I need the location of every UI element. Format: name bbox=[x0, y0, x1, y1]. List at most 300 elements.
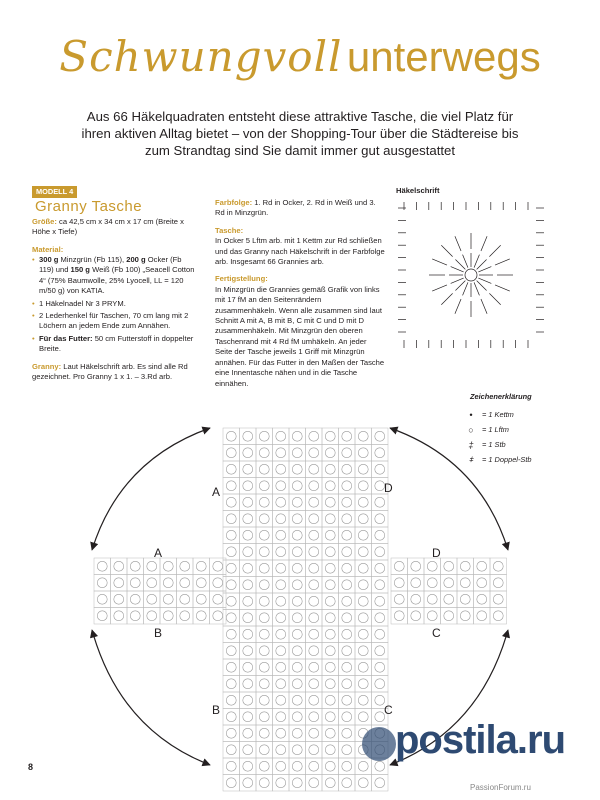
granny-square bbox=[339, 461, 356, 478]
granny-square bbox=[322, 478, 339, 495]
granny-square bbox=[355, 758, 372, 775]
granny-square bbox=[289, 445, 306, 462]
granny-square bbox=[372, 775, 389, 792]
granny-square bbox=[193, 558, 210, 575]
granny-square bbox=[372, 527, 389, 544]
label-c-side: C bbox=[432, 626, 441, 640]
material-section bbox=[32, 245, 198, 355]
granny-square bbox=[322, 428, 339, 445]
granny-square bbox=[289, 610, 306, 627]
granny-square bbox=[256, 709, 273, 726]
granny-square bbox=[256, 626, 273, 643]
granny-square bbox=[256, 428, 273, 445]
granny-square bbox=[256, 725, 273, 742]
granny-square bbox=[306, 725, 323, 742]
granny-square bbox=[223, 527, 240, 544]
granny-square bbox=[339, 511, 356, 528]
granny-square bbox=[490, 608, 507, 625]
granny-square bbox=[355, 511, 372, 528]
granny-square bbox=[372, 676, 389, 693]
granny-square bbox=[240, 643, 257, 660]
groesse-text: ca 42,5 cm x 34 cm x 17 cm (Breite x Höhe x Tiefe) bbox=[32, 216, 184, 237]
granny-square bbox=[111, 591, 128, 608]
watermark-brand: postila.ru bbox=[395, 718, 566, 762]
granny-square bbox=[273, 709, 290, 726]
granny-square bbox=[339, 626, 356, 643]
granny-square bbox=[240, 610, 257, 627]
granny-square bbox=[289, 659, 306, 676]
granny-square bbox=[391, 558, 408, 575]
granny-square bbox=[223, 692, 240, 709]
granny-square bbox=[273, 643, 290, 660]
granny-square bbox=[193, 608, 210, 625]
granny-square bbox=[289, 461, 306, 478]
granny-square bbox=[223, 725, 240, 742]
join-arrow-a bbox=[92, 428, 210, 550]
watermark-site: PassionForum.ru bbox=[470, 783, 531, 792]
granny-square bbox=[408, 591, 425, 608]
granny-square bbox=[339, 676, 356, 693]
granny-square bbox=[355, 428, 372, 445]
granny-square bbox=[372, 428, 389, 445]
granny-square bbox=[256, 527, 273, 544]
granny-square bbox=[289, 478, 306, 495]
granny-square bbox=[339, 775, 356, 792]
granny-square bbox=[306, 775, 323, 792]
granny-square bbox=[240, 725, 257, 742]
granny-square bbox=[127, 558, 144, 575]
granny-square bbox=[256, 643, 273, 660]
granny-square bbox=[273, 560, 290, 577]
granny-square bbox=[223, 593, 240, 610]
kettm-symbol-icon: • bbox=[469, 409, 473, 420]
granny-square bbox=[372, 445, 389, 462]
granny-square bbox=[223, 643, 240, 660]
granny-square bbox=[339, 610, 356, 627]
granny-square bbox=[210, 591, 227, 608]
granny-square bbox=[322, 725, 339, 742]
granny-square bbox=[273, 692, 290, 709]
granny-square bbox=[339, 725, 356, 742]
granny-square bbox=[160, 608, 177, 625]
granny-square bbox=[355, 494, 372, 511]
granny-square bbox=[474, 558, 491, 575]
granny-square bbox=[273, 478, 290, 495]
groesse-paragraph bbox=[32, 217, 198, 238]
granny-square bbox=[441, 575, 458, 592]
granny-square bbox=[223, 742, 240, 759]
granny-square bbox=[223, 478, 240, 495]
granny-square bbox=[256, 659, 273, 676]
granny-square bbox=[474, 575, 491, 592]
granny-square bbox=[306, 511, 323, 528]
material-item: • 2 Lederhenkel für Taschen, 70 cm lang mit 2 Löchern an jedem Ende zum Annähen. bbox=[32, 311, 198, 332]
granny-square bbox=[193, 575, 210, 592]
granny-square bbox=[424, 575, 441, 592]
granny-title: Granny Tasche bbox=[35, 198, 143, 216]
granny-square bbox=[457, 558, 474, 575]
granny-square bbox=[322, 577, 339, 594]
title-script: Schwungvoll bbox=[59, 32, 343, 81]
granny-square bbox=[355, 659, 372, 676]
granny-square bbox=[144, 608, 161, 625]
granny-square bbox=[240, 494, 257, 511]
granny-square bbox=[474, 591, 491, 608]
granny-square bbox=[177, 591, 194, 608]
granny-square bbox=[256, 445, 273, 462]
granny-square bbox=[339, 527, 356, 544]
granny-square bbox=[306, 478, 323, 495]
granny-square bbox=[306, 593, 323, 610]
granny-square bbox=[223, 709, 240, 726]
label-b-bottom: B bbox=[212, 703, 221, 717]
granny-square bbox=[322, 742, 339, 759]
legend-row: ‡ = 1 Stb bbox=[460, 437, 570, 452]
granny-square bbox=[94, 558, 111, 575]
granny-square bbox=[355, 610, 372, 627]
granny-square bbox=[339, 560, 356, 577]
granny-square bbox=[256, 610, 273, 627]
granny-square bbox=[372, 643, 389, 660]
granny-square bbox=[355, 593, 372, 610]
label-d-side: D bbox=[432, 546, 441, 560]
stb-symbol-icon: ‡ bbox=[468, 439, 474, 450]
granny-square bbox=[372, 461, 389, 478]
granny-square bbox=[127, 591, 144, 608]
granny-square bbox=[355, 577, 372, 594]
granny-square bbox=[256, 577, 273, 594]
granny-square bbox=[490, 558, 507, 575]
granny-square bbox=[355, 775, 372, 792]
granny-square bbox=[223, 758, 240, 775]
granny-square bbox=[322, 775, 339, 792]
granny-square bbox=[273, 461, 290, 478]
granny-square bbox=[408, 558, 425, 575]
granny-square bbox=[240, 478, 257, 495]
fertigstellung-section: Fertigstellung: In Minzgrün die Grannies gemäß Grafik von links mit 17 fM an den Seitenrändern zusammenhäkeln. Wenn alle zusammen sind laut Schnitt A mit A, B mit B, C mit C und D mit D zusammenhäkeln. Mit Minzgrün den oberen Taschenrand mit 4 Rd fM umhäkeln. An jeder Seite der Tasche jeweils 1 Griff mit Minzgrün annähen. Für das Futter in den Maßen der Tasche eine Innentasche nähen und in die Tasche einnähen. bbox=[215, 274, 385, 388]
granny-square bbox=[306, 742, 323, 759]
granny-square bbox=[457, 575, 474, 592]
granny-square bbox=[223, 610, 240, 627]
granny-square bbox=[111, 608, 128, 625]
granny-square bbox=[306, 692, 323, 709]
granny-square bbox=[372, 560, 389, 577]
granny-square bbox=[160, 575, 177, 592]
granny-square bbox=[424, 608, 441, 625]
granny-square bbox=[177, 608, 194, 625]
doppel-stb-symbol-icon: ⧧ bbox=[468, 454, 474, 464]
granny-square bbox=[273, 544, 290, 561]
granny-square bbox=[322, 659, 339, 676]
center-ring bbox=[465, 269, 477, 281]
granny-square bbox=[223, 560, 240, 577]
page-title bbox=[0, 32, 600, 81]
granny-square bbox=[273, 659, 290, 676]
granny-square bbox=[273, 626, 290, 643]
granny-square bbox=[94, 575, 111, 592]
granny-square bbox=[273, 445, 290, 462]
granny-square bbox=[490, 575, 507, 592]
granny-square bbox=[474, 608, 491, 625]
granny-square bbox=[306, 560, 323, 577]
granny-square bbox=[322, 676, 339, 693]
granny-square bbox=[273, 725, 290, 742]
granny-square bbox=[372, 577, 389, 594]
granny-square bbox=[289, 494, 306, 511]
granny-square bbox=[273, 511, 290, 528]
granny-square bbox=[339, 758, 356, 775]
granny-square bbox=[177, 558, 194, 575]
granny-crochet-diagram bbox=[396, 200, 546, 350]
legend-row: • = 1 Kettm bbox=[460, 407, 570, 422]
granny-square bbox=[273, 610, 290, 627]
granny-square bbox=[240, 709, 257, 726]
granny-square bbox=[355, 445, 372, 462]
granny-square bbox=[273, 676, 290, 693]
granny-square bbox=[223, 577, 240, 594]
granny-square bbox=[322, 758, 339, 775]
granny-square bbox=[408, 575, 425, 592]
granny-square bbox=[256, 692, 273, 709]
granny-square bbox=[289, 692, 306, 709]
granny-square bbox=[306, 758, 323, 775]
granny-square bbox=[339, 643, 356, 660]
granny-square bbox=[441, 591, 458, 608]
join-arrow-d bbox=[390, 428, 508, 550]
granny-square bbox=[240, 445, 257, 462]
lftm-symbol-icon: ○ bbox=[468, 424, 474, 435]
granny-square bbox=[240, 692, 257, 709]
granny-square bbox=[160, 591, 177, 608]
haekelschrift-title: Häkelschrift bbox=[396, 186, 440, 195]
granny-square bbox=[223, 775, 240, 792]
granny-square bbox=[289, 511, 306, 528]
granny-square bbox=[223, 626, 240, 643]
granny-paragraph: Granny: Laut Häkelschrift arb. Es sind alle Rd gezeichnet. Pro Granny 1 x 1. – 3.Rd arb. bbox=[32, 361, 188, 382]
granny-square bbox=[322, 544, 339, 561]
granny-square bbox=[289, 676, 306, 693]
granny-square bbox=[256, 511, 273, 528]
farbfolge-paragraph: Farbfolge: 1. Rd in Ocker, 2. Rd in Weiß und 3. Rd in Minzgrün. bbox=[215, 198, 376, 218]
granny-square bbox=[306, 445, 323, 462]
granny-square bbox=[289, 709, 306, 726]
granny-square bbox=[355, 478, 372, 495]
granny-square bbox=[289, 626, 306, 643]
granny-square bbox=[306, 494, 323, 511]
material-item: • Für das Futter: 50 cm Futterstoff in doppelter Breite. bbox=[32, 334, 198, 355]
granny-square bbox=[273, 577, 290, 594]
label-c-bottom: C bbox=[384, 703, 393, 717]
granny-square bbox=[408, 608, 425, 625]
granny-square bbox=[210, 575, 227, 592]
watermark-logo-icon bbox=[362, 727, 396, 761]
granny-square bbox=[322, 560, 339, 577]
granny-square bbox=[306, 709, 323, 726]
granny-square bbox=[127, 575, 144, 592]
granny-square bbox=[339, 742, 356, 759]
granny-square bbox=[289, 560, 306, 577]
granny-square bbox=[273, 593, 290, 610]
granny-square bbox=[391, 591, 408, 608]
granny-square bbox=[256, 742, 273, 759]
granny-square bbox=[372, 659, 389, 676]
granny-square bbox=[322, 445, 339, 462]
granny-square bbox=[322, 692, 339, 709]
granny-square bbox=[355, 461, 372, 478]
granny-square bbox=[256, 758, 273, 775]
granny-square bbox=[322, 610, 339, 627]
granny-square bbox=[273, 758, 290, 775]
join-arrow-b bbox=[92, 630, 210, 765]
granny-square bbox=[322, 709, 339, 726]
granny-square bbox=[355, 560, 372, 577]
granny-square bbox=[339, 709, 356, 726]
granny-square bbox=[273, 742, 290, 759]
granny-square bbox=[223, 461, 240, 478]
granny-square bbox=[289, 742, 306, 759]
granny-square bbox=[240, 593, 257, 610]
granny-square bbox=[306, 544, 323, 561]
granny-square bbox=[289, 643, 306, 660]
granny-square bbox=[160, 558, 177, 575]
legend-row: ○ = 1 Lftm bbox=[460, 422, 570, 437]
granny-square bbox=[111, 575, 128, 592]
legend-title: Zeichenerklärung bbox=[470, 392, 532, 401]
granny-square bbox=[355, 692, 372, 709]
granny-square bbox=[355, 643, 372, 660]
granny-square bbox=[306, 643, 323, 660]
granny-square bbox=[210, 608, 227, 625]
granny-square bbox=[223, 445, 240, 462]
granny-square bbox=[144, 575, 161, 592]
granny-square bbox=[306, 659, 323, 676]
label-b-side: B bbox=[154, 626, 163, 640]
granny-square bbox=[223, 494, 240, 511]
granny-square bbox=[306, 461, 323, 478]
granny-square bbox=[240, 742, 257, 759]
granny-square bbox=[273, 494, 290, 511]
granny-square bbox=[240, 775, 257, 792]
granny-square bbox=[339, 494, 356, 511]
granny-square bbox=[240, 544, 257, 561]
material-item: • 1 Häkelnadel Nr 3 PRYM. bbox=[32, 299, 198, 309]
granny-square bbox=[322, 527, 339, 544]
granny-square bbox=[240, 560, 257, 577]
granny-square bbox=[289, 593, 306, 610]
granny-square bbox=[223, 544, 240, 561]
granny-square bbox=[355, 709, 372, 726]
granny-square bbox=[322, 593, 339, 610]
granny-square bbox=[391, 575, 408, 592]
granny-square bbox=[306, 610, 323, 627]
title-sans: unterwegs bbox=[346, 33, 541, 80]
granny-square bbox=[289, 577, 306, 594]
intro-text: Aus 66 Häkelquadraten entsteht diese attraktive Tasche, die viel Platz für ihren aktiven Alltag bietet – von der Shopping-Tour über die Städtereise bis zum Strandtag sind Sie damit immer gut ausgestattet bbox=[81, 109, 519, 158]
label-a-side: A bbox=[154, 546, 163, 560]
granny-square bbox=[289, 725, 306, 742]
granny-square bbox=[355, 676, 372, 693]
granny-square bbox=[144, 591, 161, 608]
middle-column bbox=[215, 198, 385, 389]
granny-square bbox=[339, 445, 356, 462]
granny-square bbox=[391, 608, 408, 625]
granny-square bbox=[223, 428, 240, 445]
left-column bbox=[32, 186, 198, 383]
granny-square bbox=[289, 544, 306, 561]
granny-square bbox=[256, 560, 273, 577]
label-a-top: A bbox=[212, 485, 221, 499]
granny-square bbox=[94, 608, 111, 625]
page-number: 8 bbox=[28, 762, 34, 772]
granny-square bbox=[240, 626, 257, 643]
granny-square bbox=[372, 593, 389, 610]
granny-square bbox=[339, 428, 356, 445]
granny-square bbox=[339, 577, 356, 594]
granny-square bbox=[372, 544, 389, 561]
granny-square bbox=[441, 558, 458, 575]
groesse-label: Größe: bbox=[32, 216, 57, 226]
granny-square bbox=[240, 758, 257, 775]
granny-square bbox=[289, 527, 306, 544]
granny-square bbox=[339, 478, 356, 495]
granny-square bbox=[210, 558, 227, 575]
granny-square bbox=[273, 527, 290, 544]
granny-square bbox=[144, 558, 161, 575]
granny-label: Granny: bbox=[32, 361, 62, 371]
granny-square bbox=[273, 428, 290, 445]
granny-square bbox=[355, 626, 372, 643]
granny-square bbox=[339, 593, 356, 610]
granny-square bbox=[306, 428, 323, 445]
granny-square bbox=[256, 775, 273, 792]
granny-square bbox=[256, 676, 273, 693]
granny-square bbox=[322, 494, 339, 511]
granny-square bbox=[339, 659, 356, 676]
granny-square bbox=[372, 494, 389, 511]
granny-square bbox=[240, 659, 257, 676]
granny-square bbox=[94, 591, 111, 608]
granny-square bbox=[355, 527, 372, 544]
granny-square bbox=[372, 511, 389, 528]
tasche-section: Tasche: In Ocker 5 Lftm arb. mit 1 Kettm zur Rd schließen und das Granny nach Häkelschrift in der Farbfolge arb. Insgesamt 66 Grannies arb. bbox=[215, 225, 385, 267]
granny-square bbox=[306, 676, 323, 693]
granny-square bbox=[223, 676, 240, 693]
granny-square bbox=[441, 608, 458, 625]
granny-square bbox=[256, 544, 273, 561]
granny-square bbox=[256, 593, 273, 610]
label-d-top: D bbox=[384, 481, 393, 495]
material-label: Material: bbox=[32, 244, 64, 254]
granny-square bbox=[177, 575, 194, 592]
granny-square bbox=[322, 511, 339, 528]
granny-square bbox=[490, 591, 507, 608]
granny-square bbox=[322, 643, 339, 660]
granny-square bbox=[372, 626, 389, 643]
granny-square bbox=[240, 577, 257, 594]
granny-square bbox=[289, 775, 306, 792]
granny-square bbox=[240, 676, 257, 693]
granny-square bbox=[424, 591, 441, 608]
granny-square bbox=[289, 758, 306, 775]
granny-square bbox=[372, 610, 389, 627]
granny-square bbox=[256, 461, 273, 478]
granny-square bbox=[240, 461, 257, 478]
granny-square bbox=[322, 626, 339, 643]
granny-square bbox=[240, 527, 257, 544]
granny-square bbox=[273, 775, 290, 792]
granny-square bbox=[193, 591, 210, 608]
granny-square bbox=[223, 511, 240, 528]
